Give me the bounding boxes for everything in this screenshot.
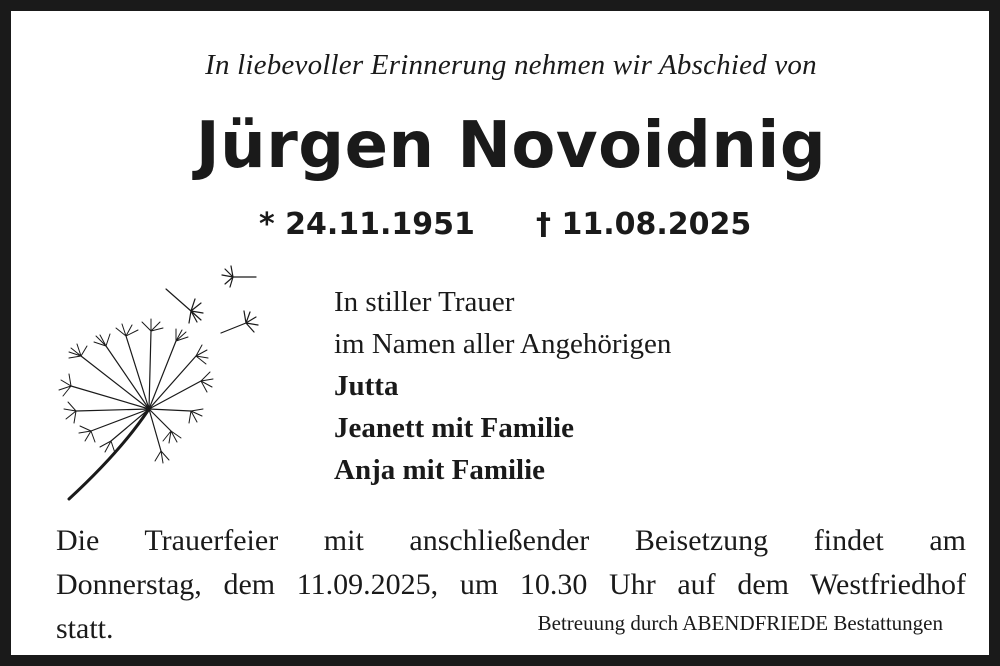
mourners-block: [334, 281, 671, 491]
service-line: statt.: [56, 612, 114, 645]
mourner-name: Jeanett mit Familie: [334, 412, 574, 444]
mourners-line: In stiller Trauer: [334, 286, 515, 318]
death-date: † 11.08.2025: [536, 207, 752, 242]
deceased-name: Jürgen Novoidnig: [195, 109, 827, 183]
service-line: Die Trauerfeier mit anschließender Beisetzung findet am: [56, 524, 966, 557]
birth-date: * 24.11.1951: [259, 207, 475, 242]
mourner-name: Jutta: [334, 370, 399, 402]
mourner-name: Anja mit Familie: [334, 454, 546, 486]
funeral-home-credit: Betreuung durch ABENDFRIEDE Bestattungen: [537, 611, 943, 635]
intro-text: In liebevoller Erinnerung nehmen wir Abschied von: [205, 49, 817, 81]
dandelion-icon: [51, 261, 291, 506]
service-line: Donnerstag, dem 11.09.2025, um 10.30 Uhr auf dem Westfriedhof: [56, 568, 966, 601]
mourners-line: im Namen aller Angehörigen: [334, 328, 672, 360]
